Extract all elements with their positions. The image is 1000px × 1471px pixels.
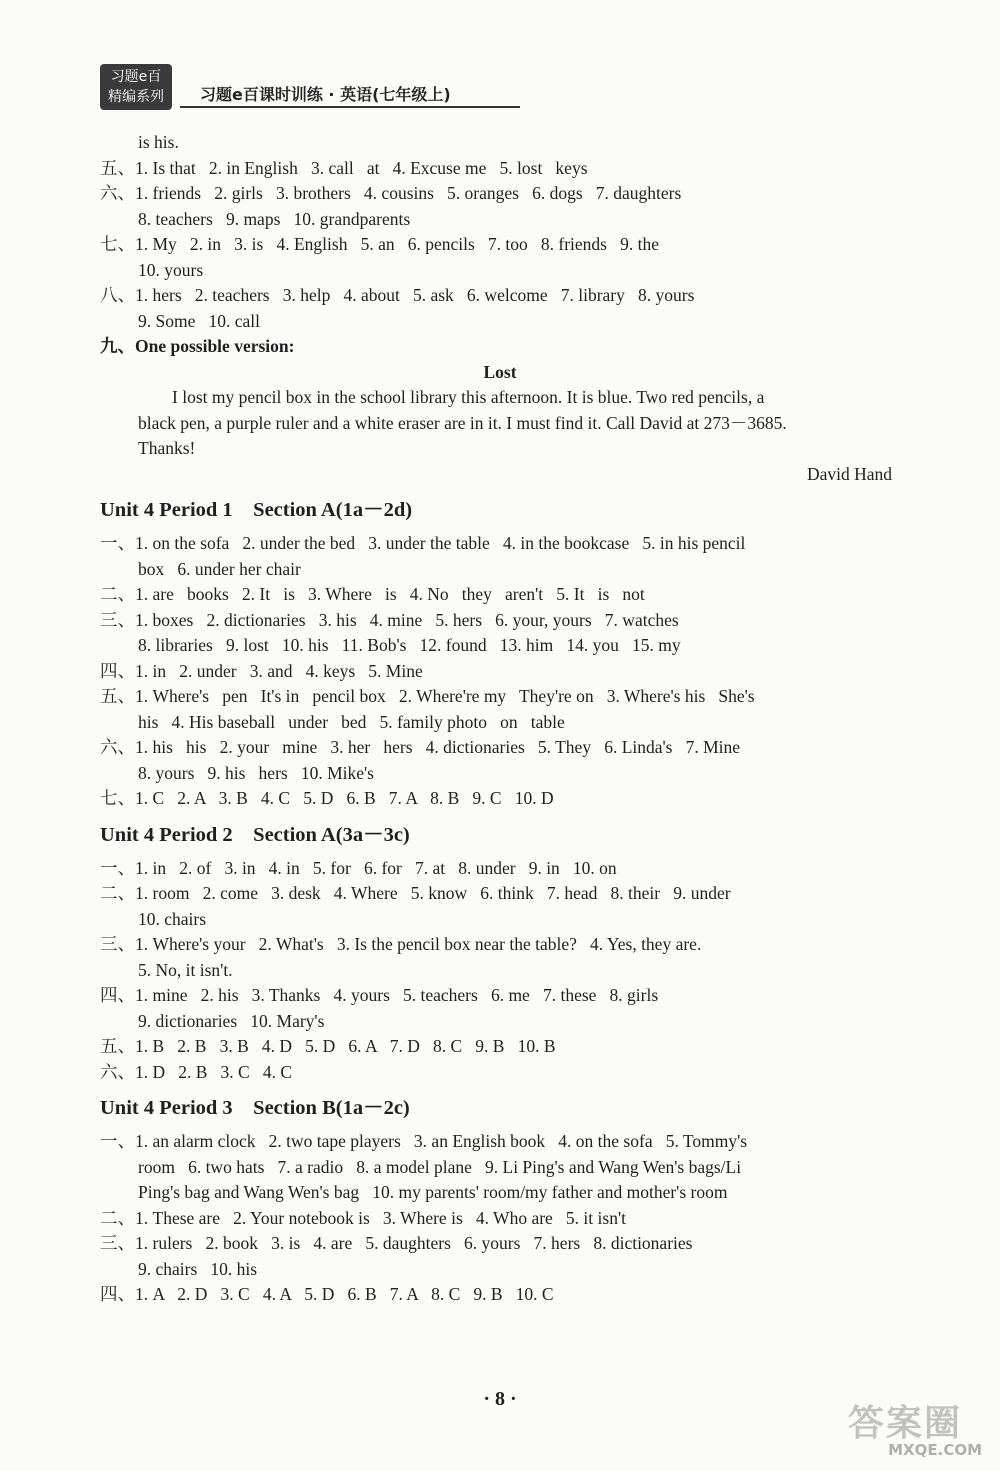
- answer-line: 9. dictionaries 10. Mary's: [138, 1010, 325, 1031]
- answer-line: 五、1. Where's pen It's in pencil box 2. Where're my They're on 3. Where's his She's: [100, 686, 755, 706]
- answer-line: 七、1. C 2. A 3. B 4. C 5. D 6. B 7. A 8. B 9. C 10. D: [100, 788, 554, 808]
- answer-line: 三、1. Where's your 2. What's 3. Is the pencil box near the table? 4. Yes, they are.: [100, 934, 702, 954]
- answer-line: 9. chairs 10. his: [138, 1258, 258, 1279]
- answer-line: 五、1. Is that 2. in English 3. call at 4. Excuse me 5. lost keys: [100, 157, 588, 178]
- answer-line: 二、1. room 2. come 3. desk 4. Where 5. know 6. think 7. head 8. their 9. under: [100, 883, 731, 903]
- answer-line: 8. yours 9. his hers 10. Mike's: [138, 762, 374, 783]
- answer-line: 六、1. friends 2. girls 3. brothers 4. cousins 5. oranges 6. dogs 7. daughters: [100, 183, 682, 203]
- answer-block-period-3: [100, 1129, 900, 1308]
- answer-line: 九、One possible version:: [100, 336, 295, 356]
- answer-line: room 6. two hats 7. a radio 8. a model plane 9. Li Ping's and Wang Wen's bags/Li: [138, 1156, 742, 1177]
- answer-line: 二、1. These are 2. Your notebook is 3. Where is 4. Who are 5. it isn't: [100, 1207, 626, 1228]
- answer-line: Lost: [483, 361, 517, 382]
- answer-line: 五、1. B 2. B 3. B 4. D 5. D 6. A 7. D 8. C 9. B 10. B: [100, 1036, 556, 1056]
- answer-block-continued: [100, 130, 900, 487]
- answer-line: 四、1. mine 2. his 3. Thanks 4. yours 5. teachers 6. me 7. these 8. girls: [100, 985, 659, 1005]
- watermark-text: MXQE.COM: [888, 1441, 982, 1459]
- header-rule: [180, 106, 520, 108]
- answer-line: black pen, a purple ruler and a white eraser are in it. I must find it. Call David at 273－3685.: [138, 412, 787, 433]
- answer-line: David Hand: [806, 463, 892, 484]
- series-title: 习题e百课时训练 · 英语(七年级上): [200, 85, 451, 104]
- answer-block-period-2: [100, 856, 900, 1086]
- answer-line: 二、1. are books 2. It is 3. Where is 4. No they aren't 5. It is not: [100, 584, 645, 604]
- answer-line: Thanks!: [138, 438, 196, 458]
- watermark-logo: [802, 1395, 982, 1459]
- answer-line: 三、1. rulers 2. book 3. is 4. are 5. daughters 6. yours 7. hers 8. dictionaries: [100, 1233, 693, 1253]
- answer-line: 一、1. in 2. of 3. in 4. in 5. for 6. for 7. at 8. under 9. in 10. on: [100, 857, 617, 878]
- answer-line: 七、1. My 2. in 3. is 4. English 5. an 6. pencils 7. too 8. friends 9. the: [100, 234, 659, 254]
- answer-line: 8. teachers 9. maps 10. grandparents: [138, 208, 411, 229]
- answer-line: 9. Some 10. call: [138, 310, 260, 331]
- series-logo: [100, 64, 172, 110]
- answer-line: 一、1. on the sofa 2. under the bed 3. under the table 4. in the bookcase 5. in his pencil: [100, 533, 746, 553]
- answer-line: I lost my pencil box in the school library this afternoon. It is blue. Two red pencils, a: [172, 387, 765, 407]
- logo-line-2: 精编系列: [108, 89, 164, 105]
- answer-content: [100, 130, 900, 1308]
- answer-line: 10. chairs: [138, 908, 207, 929]
- answer-line: 三、1. boxes 2. dictionaries 3. his 4. mine 5. hers 6. your, yours 7. watches: [100, 609, 679, 630]
- section-heading-period-1: Unit 4 Period 1 Section A(1a－2d): [100, 499, 413, 521]
- answer-line: his 4. His baseball under bed 5. family photo on table: [138, 711, 565, 732]
- page-header: [0, 0, 1000, 120]
- watermark-glyph: 答案圈: [847, 1403, 962, 1444]
- section-heading-period-3: Unit 4 Period 3 Section B(1a－2c): [100, 1097, 410, 1119]
- answer-line: 10. yours: [138, 259, 204, 280]
- page-number: · 8 ·: [483, 1388, 517, 1410]
- logo-line-1: 习题e百: [110, 69, 162, 85]
- answer-line: 四、1. A 2. D 3. C 4. A 5. D 6. B 7. A 8. C 9. B 10. C: [100, 1284, 554, 1304]
- answer-line: 六、1. D 2. B 3. C 4. C: [100, 1061, 293, 1082]
- answer-line: is his.: [138, 132, 179, 152]
- answer-line: 8. libraries 9. lost 10. his 11. Bob's 12. found 13. him 14. you 15. my: [138, 635, 681, 655]
- section-heading-period-2: Unit 4 Period 2 Section A(3a－3c): [100, 823, 410, 846]
- answer-line: box 6. under her chair: [138, 558, 301, 579]
- answer-line: 六、1. his his 2. your mine 3. her hers 4. dictionaries 5. They 6. Linda's 7. Mine: [100, 737, 741, 757]
- answer-line: Ping's bag and Wang Wen's bag 10. my parents' room/my father and mother's room: [138, 1182, 728, 1202]
- answer-line: 5. No, it isn't.: [138, 959, 233, 980]
- answer-line: 四、1. in 2. under 3. and 4. keys 5. Mine: [100, 660, 423, 681]
- answer-line: 八、1. hers 2. teachers 3. help 4. about 5. ask 6. welcome 7. library 8. yours: [100, 285, 695, 305]
- answer-line: 一、1. an alarm clock 2. two tape players 3. an English book 4. on the sofa 5. Tommy's: [100, 1131, 748, 1151]
- answer-block-period-1: [100, 531, 900, 812]
